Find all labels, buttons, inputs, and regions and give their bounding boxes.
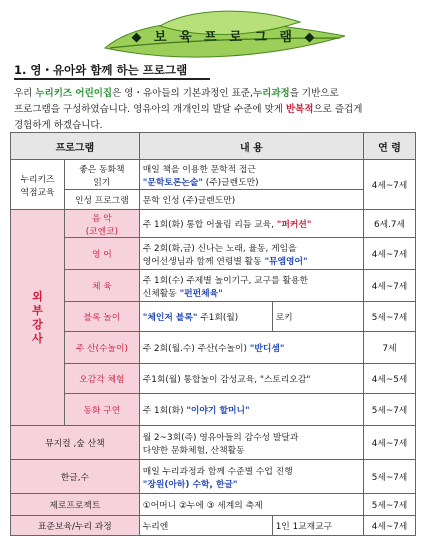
program-content: 월 2~3회(즉) 영유아들의 감수성 발달과 다양한 문화체험, 산책활동 bbox=[139, 426, 363, 460]
program-age: 4세~7세 bbox=[364, 426, 416, 460]
table-row bbox=[11, 516, 416, 536]
program-name: 한글,수 bbox=[11, 460, 140, 494]
program-name: 좋은 동화책 읽기 bbox=[65, 160, 140, 190]
table-row bbox=[11, 494, 416, 516]
program-content: 매일 누리과정과 함께 수준별 수업 진행 "장원(아하) 수학, 한글" bbox=[139, 460, 363, 494]
table-row bbox=[11, 238, 416, 270]
program-name: 체 육 bbox=[65, 270, 140, 302]
header-program: 프로그램 bbox=[11, 133, 140, 160]
program-content: 누리엔 bbox=[139, 516, 272, 536]
table-row bbox=[11, 270, 416, 302]
program-age: 4세~7세 bbox=[364, 516, 416, 536]
program-name: 오감각 체험 bbox=[65, 364, 140, 394]
program-name: 뮤지컬 ,숲 산책 bbox=[11, 426, 140, 460]
program-age: 4세~5세 bbox=[364, 364, 416, 394]
section-underline bbox=[14, 78, 210, 80]
group-outer: 외 부 강 사 bbox=[11, 210, 65, 426]
program-name: 영 어 bbox=[65, 238, 140, 270]
program-name: 표준보육/누리 과정 bbox=[11, 516, 140, 536]
program-content: 매일 책을 이용한 문학적 접근 "문학토론논술" (주)글렌도만) bbox=[139, 160, 363, 190]
table-header-row bbox=[11, 133, 416, 160]
program-age: 5세~7세 bbox=[364, 394, 416, 426]
nuri-course: 누리과정 bbox=[253, 88, 290, 99]
header-age: 연 령 bbox=[364, 133, 416, 160]
program-age: 5세~7세 bbox=[364, 460, 416, 494]
section-title: 1. 영・유아와 함께 하는 프로그램 bbox=[14, 63, 188, 77]
program-age: 5세~7세 bbox=[364, 494, 416, 516]
intro-paragraph: 우리 누리키즈 어린이집은 영・유아들의 기본과정인 표준,누리과정을 기반으로 프로그램을 구성하였습니다. 영유아의 개개인의 발달 수준에 맞게 반복적으로 즐겁게 경험하게 하겠습니다. bbox=[14, 88, 363, 131]
program-content: "체인저 블록" 주1회(월) bbox=[139, 302, 272, 332]
repeat-word: 반복적 bbox=[285, 104, 314, 115]
program-content: 주 2회(화,금) 신나는 노래, 율동, 게임을 영어선생님과 함께 연령별 활동 "뮤엠영어" bbox=[139, 238, 363, 270]
table-row bbox=[11, 426, 416, 460]
page-title: ◆ 보 육 프 로 그 램 ◆ bbox=[131, 30, 319, 45]
program-content: 문학 인성 (주)글렌도만) bbox=[139, 190, 363, 210]
header-content: 내 용 bbox=[139, 133, 363, 160]
program-name: 주 산(수놀이) bbox=[65, 332, 140, 364]
program-age: 4세~7세 bbox=[364, 238, 416, 270]
program-table bbox=[10, 132, 416, 536]
program-age: 4세~7세 bbox=[364, 160, 416, 210]
table-row bbox=[11, 364, 416, 394]
table-row bbox=[11, 210, 416, 238]
program-content: 주 1회(화) 통합 어울림 리듬 교육, "퍼커션" bbox=[139, 210, 363, 238]
daycare-name: 누리키즈 어린이집 bbox=[35, 88, 113, 99]
program-age: 7세 bbox=[364, 332, 416, 364]
program-content: 주 1회(화) "이야기 할머니" bbox=[139, 394, 363, 426]
program-content: 주 2회(월.수) 주산(수놀이) "반디셈" bbox=[139, 332, 363, 364]
table-row bbox=[11, 332, 416, 364]
program-name: 인성 프로그램 bbox=[65, 190, 140, 210]
table-row bbox=[11, 160, 416, 190]
program-age: 4세~7세 bbox=[364, 270, 416, 302]
title-banner bbox=[100, 8, 350, 62]
table-row bbox=[11, 460, 416, 494]
program-content-extra: 로키 bbox=[272, 302, 363, 332]
program-content-extra: 1인 1교재교구 bbox=[272, 516, 363, 536]
program-name: 음 악 (코엔코) bbox=[65, 210, 140, 238]
program-age: 5세~7세 bbox=[364, 302, 416, 332]
program-name: 블록 놀이 bbox=[65, 302, 140, 332]
program-name: 동화 구연 bbox=[65, 394, 140, 426]
program-content: 주 1회(수) 주제별 놀이기구, 교구를 활용한 신체활동 "펀펀체육" bbox=[139, 270, 363, 302]
table-row bbox=[11, 190, 416, 210]
program-content: 주1회(월) 통합놀이 감성교육, "스토리오감" bbox=[139, 364, 363, 394]
group-nuri: 누리키즈 역점교육 bbox=[11, 160, 65, 210]
program-content: ①어머니 ②누에 ③ 세계의 축제 bbox=[139, 494, 363, 516]
program-name: 제로프로젝트 bbox=[11, 494, 140, 516]
table-row bbox=[11, 394, 416, 426]
table-row bbox=[11, 302, 416, 332]
program-age: 6세.7세 bbox=[364, 210, 416, 238]
